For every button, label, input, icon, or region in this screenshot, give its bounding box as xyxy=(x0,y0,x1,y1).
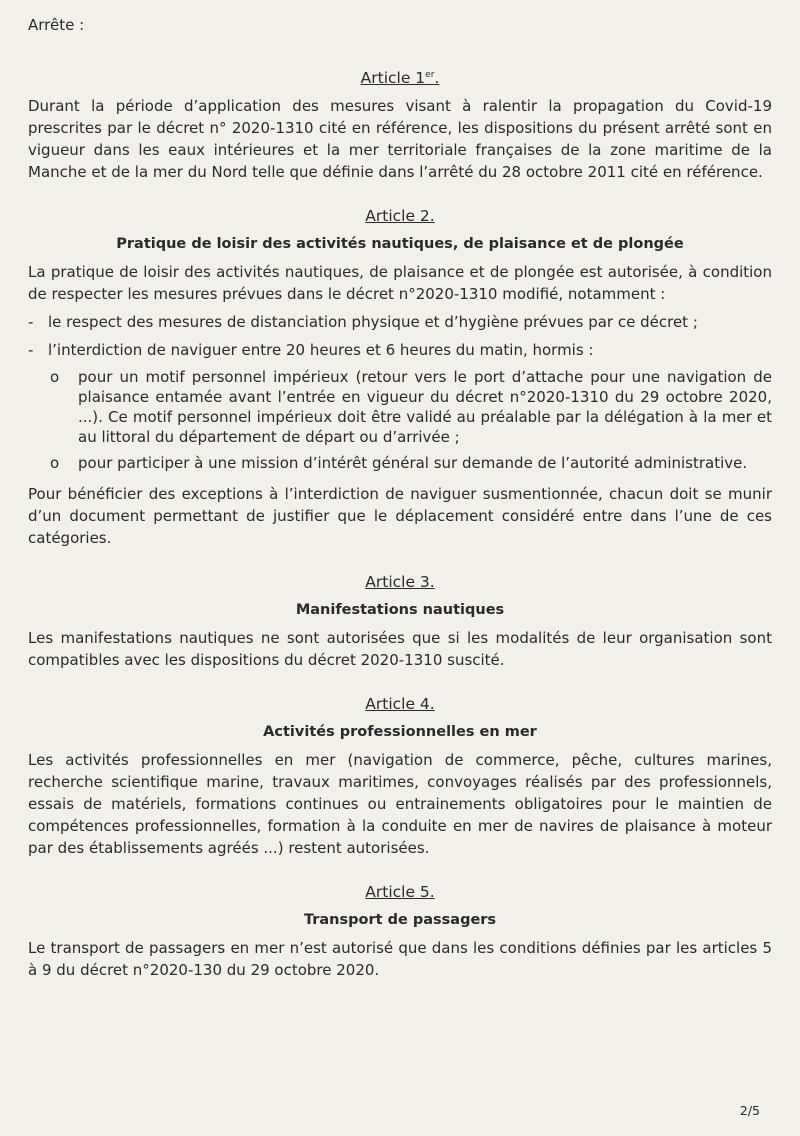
article-2-closing: Pour bénéficier des exceptions à l’interdiction de naviguer susmentionnée, chacun doit se munir d’un document permettant de justifier que le déplacement considéré entre dans l’une de ces catégories. xyxy=(28,485,772,548)
sub-list-item xyxy=(28,367,772,447)
article-2-text: La pratique de loisir des activités nautiques, de plaisance et de plongée est autorisée, à condition de respecter les mesures prévues dans le décret n°2020-1310 modifié, notamment : xyxy=(28,263,772,304)
article-1-text: Durant la période d’application des mesures visant à ralentir la propagation du Covid-19 prescrites par le décret n° 2020-1310 cité en référence, les dispositions du présent arrêté sont en vigueur dans les eaux intérieures et la mer territoriale françaises de la zone maritime de la Manche et de la mer du Nord telle que définie dans l’arrêté du 28 octobre 2011 cité en référence. xyxy=(28,97,772,182)
sub-list-item-text: pour un motif personnel impérieux (retour vers le port d’attache pour une navigation de plaisance entamée avant l’entrée en vigueur du décret n°2020-1310 du 29 octobre 2020, ...). Ce motif personnel impérieux doit être validé au préalable par la délégation à la mer et au littoral du département de départ ou d’arrivée ; xyxy=(78,368,772,447)
list-item-text: le respect des mesures de distanciation physique et d’hygiène prévues par ce décret ; xyxy=(48,313,698,332)
article-1-title xyxy=(28,64,772,89)
list-item-text: l’interdiction de naviguer entre 20 heures et 6 heures du matin, hormis : xyxy=(48,341,594,360)
article-2-heading: Pratique de loisir des activités nautiques, de plaisance et de plongée xyxy=(116,236,684,253)
article-4-title: Article 4. xyxy=(365,695,435,714)
article-5-title: Article 5. xyxy=(365,883,435,902)
article-3-heading: Manifestations nautiques xyxy=(295,602,505,619)
document-page xyxy=(28,14,772,981)
sub-list-item xyxy=(28,453,772,473)
article-4-heading: Activités professionnelles en mer xyxy=(263,724,537,741)
circle-marker: o xyxy=(50,454,60,473)
article-4-text: Les activités professionnelles en mer (navigation de commerce, pêche, cultures marines, recherche scientifique marine, travaux maritimes, convoyages réalisés par des professionnels, essais de matériels, formations continues ou entrainements obligatoires pour le maintien de compétences professionnelles, formation à la conduite en mer de navires de plaisance à moteur par des établissements agréés ...) restent autorisées. xyxy=(28,751,772,858)
article-5-heading: Transport de passagers xyxy=(303,912,497,929)
article-5-text: Le transport de passagers en mer n’est autorisé que dans les conditions définies par les articles 5 à 9 du décret n°2020-130 du 29 octobre 2020. xyxy=(28,939,772,980)
article-2-title: Article 2. xyxy=(365,207,435,226)
dash-marker: - xyxy=(28,313,34,332)
arrete-label: Arrête : xyxy=(28,16,85,34)
sub-list xyxy=(28,367,772,473)
dash-marker: - xyxy=(28,341,34,360)
article-3-title: Article 3. xyxy=(365,573,435,592)
article-3-text: Les manifestations nautiques ne sont autorisées que si les modalités de leur organisation sont compatibles avec les dispositions du décret 2020-1310 suscité. xyxy=(28,629,772,670)
article-1-title-text: Article 1 xyxy=(360,69,426,88)
circle-marker: o xyxy=(50,368,60,387)
page-number: 2/5 xyxy=(739,1103,760,1118)
list-item xyxy=(28,339,772,361)
article-1-title-end: . xyxy=(434,69,440,88)
article-1-title-sup: er xyxy=(425,70,435,80)
list-item xyxy=(28,311,772,333)
sub-list-item-text: pour participer à une mission d’intérêt général sur demande de l’autorité administrative. xyxy=(78,454,748,473)
